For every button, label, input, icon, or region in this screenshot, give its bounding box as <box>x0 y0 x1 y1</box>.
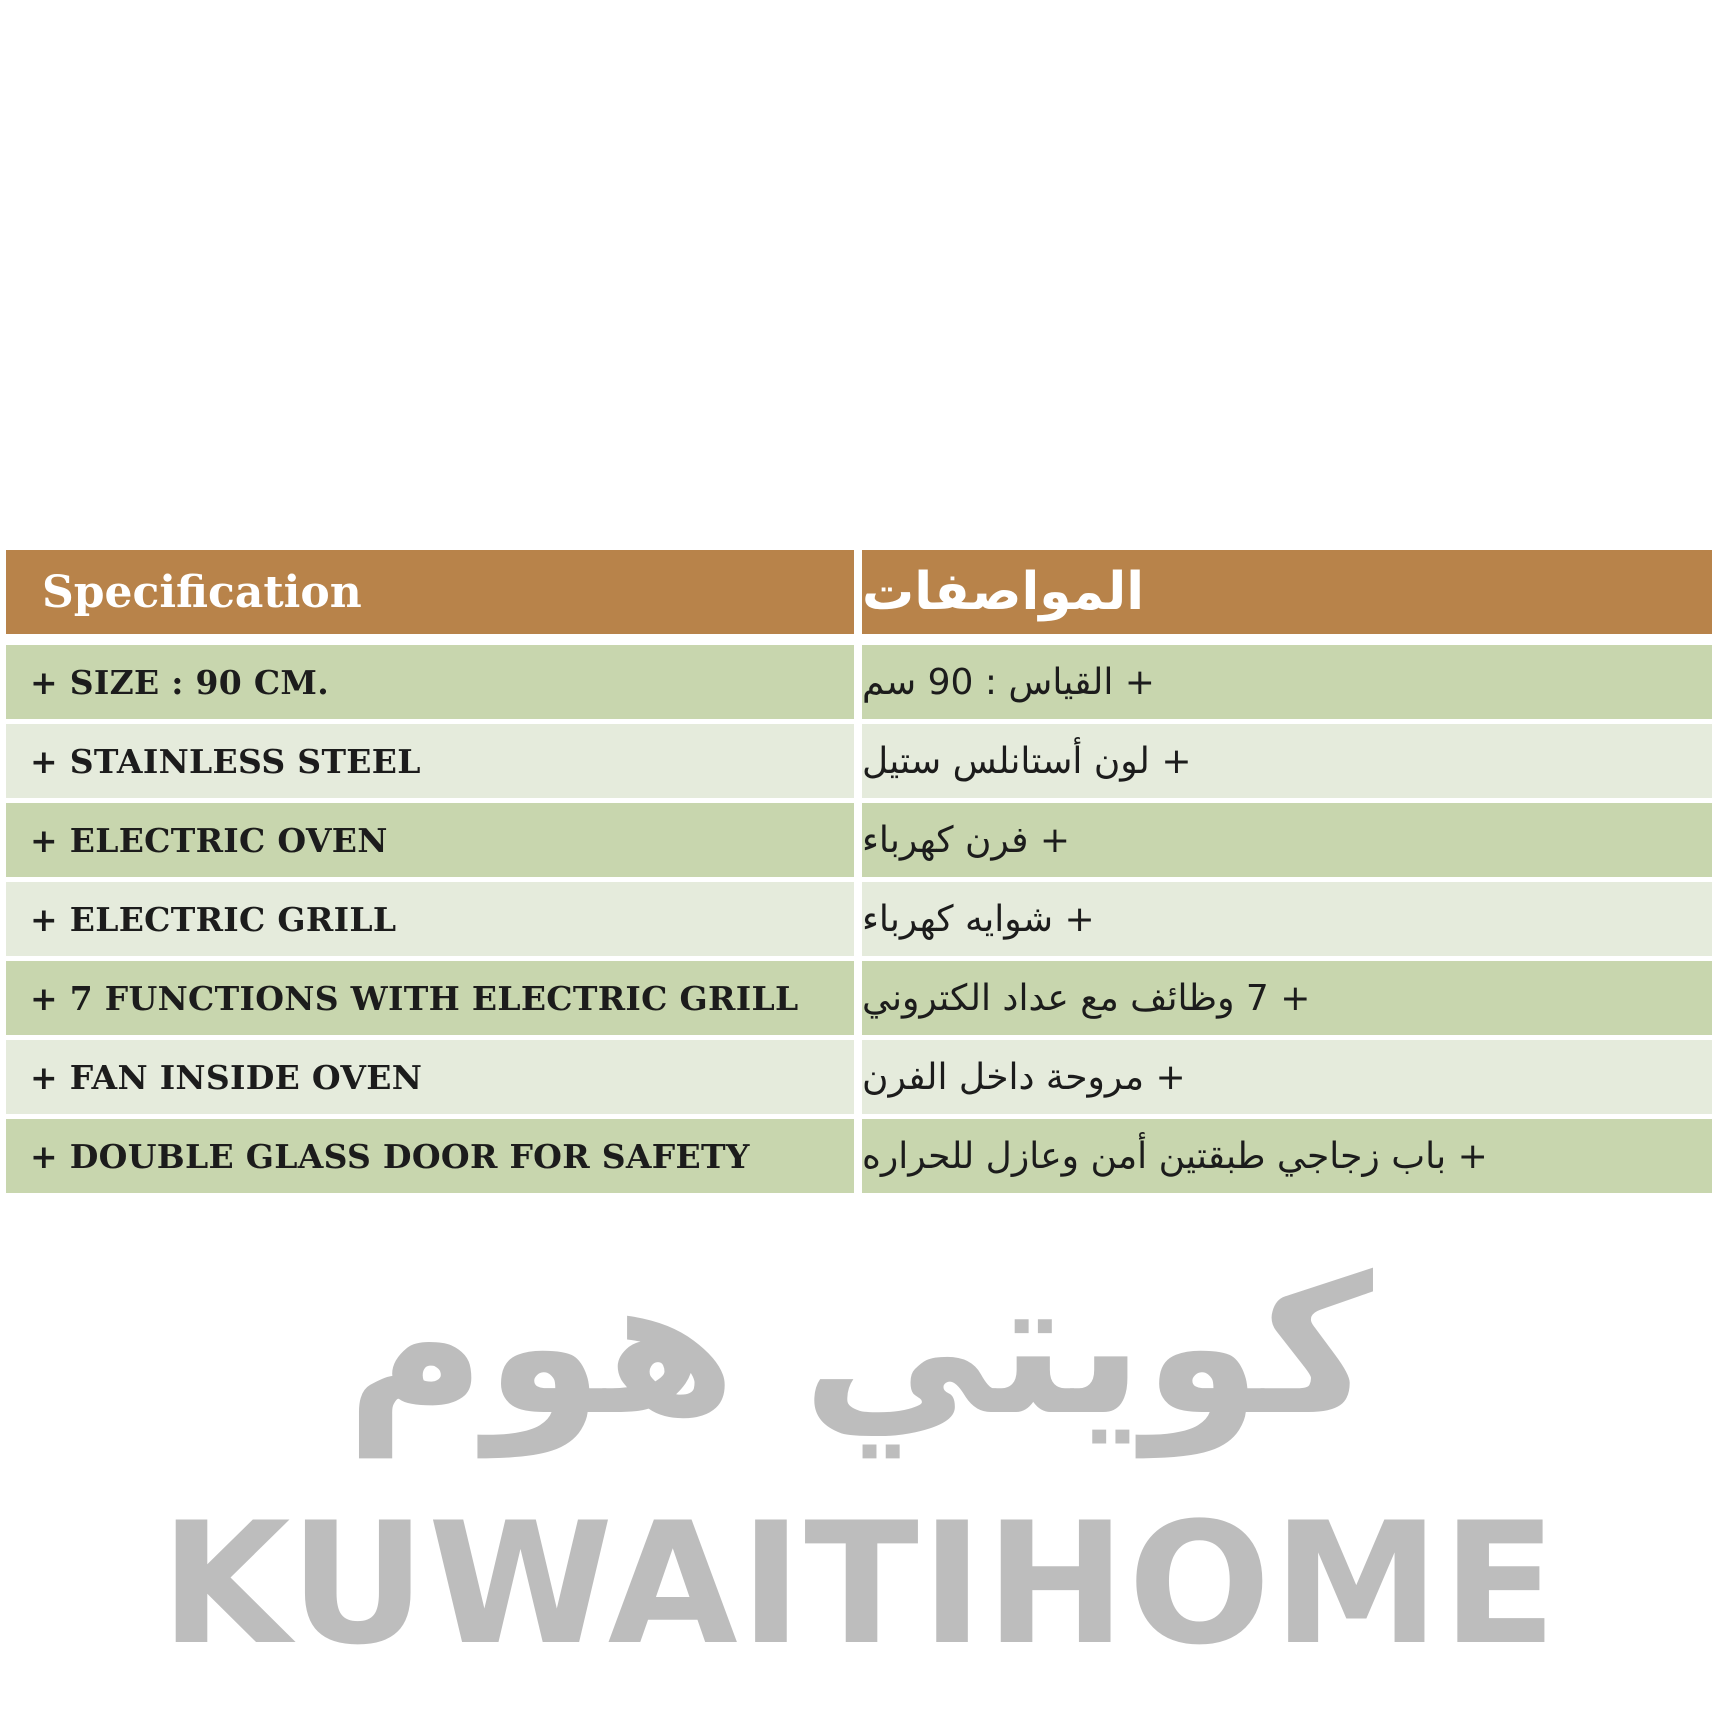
table-row <box>6 1040 1712 1114</box>
table-row <box>6 645 1712 719</box>
table-row <box>6 803 1712 877</box>
spec-ar: + لون أستانلس ستيل <box>862 724 1712 798</box>
spec-en: + 7 FUNCTIONS WITH ELECTRIC GRILL <box>6 961 854 1035</box>
spec-ar: + القياس : 90 سم <box>862 645 1712 719</box>
spec-ar: + فرن كهرباء <box>862 803 1712 877</box>
spec-en: + STAINLESS STEEL <box>6 724 854 798</box>
spec-ar: + مروحة داخل الفرن <box>862 1040 1712 1114</box>
watermark-english: KUWAITIHOME <box>160 1486 1559 1682</box>
header-en: Specification <box>6 550 854 634</box>
table-row <box>6 1119 1712 1193</box>
spec-en: + ELECTRIC OVEN <box>6 803 854 877</box>
spec-en: + DOUBLE GLASS DOOR FOR SAFETY <box>6 1119 854 1193</box>
spec-en: + FAN INSIDE OVEN <box>6 1040 854 1114</box>
spec-ar: + شوايه كهرباء <box>862 882 1712 956</box>
spec-en: + ELECTRIC GRILL <box>6 882 854 956</box>
table-row <box>6 724 1712 798</box>
table-row <box>6 882 1712 956</box>
header-ar: المواصفات <box>862 550 1712 634</box>
specification-table <box>6 550 1712 1198</box>
spec-ar: + باب زجاجي طبقتين أمن وعازل للحراره <box>862 1119 1712 1193</box>
spec-ar: + 7 وظائف مع عداد الكتروني <box>862 961 1712 1035</box>
table-header-row <box>6 550 1712 634</box>
spec-en: + SIZE : 90 CM. <box>6 645 854 719</box>
watermark-arabic: كويتي هوم <box>345 1236 1373 1457</box>
table-row <box>6 961 1712 1035</box>
